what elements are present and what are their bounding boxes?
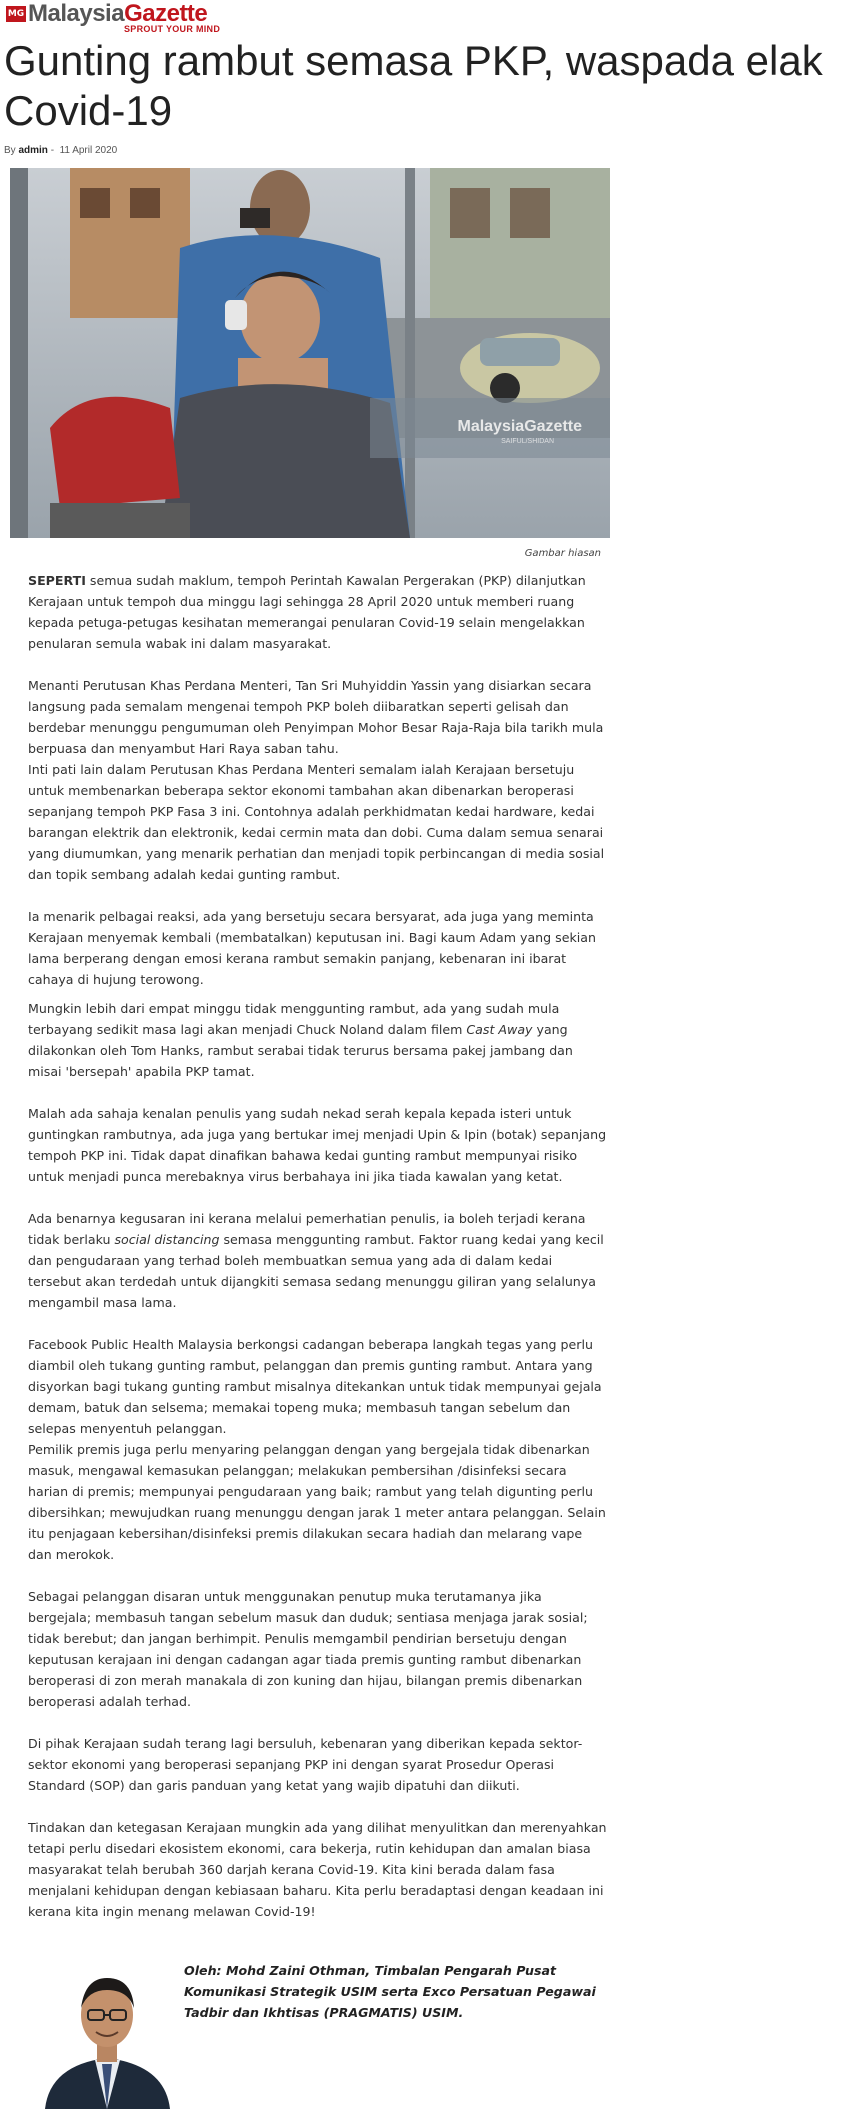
article-title: Gunting rambut semasa PKP, waspada elak Covid-19 (4, 37, 823, 134)
byline-prefix: By (4, 145, 16, 156)
logo-word-malaysia: Malaysia (28, 0, 125, 27)
author-portrait-illustration (40, 1960, 175, 2109)
logo-badge: MG (6, 6, 26, 22)
site-logo[interactable] (6, 2, 266, 36)
paragraph: Ada benarnya kegusaran ini kerana melalui pemerhatian penulis, ia boleh terjadi kerana tidak berlaku social distancing semasa menggunting rambut. Faktor ruang kedai yang kecil dan pengudaraan yang terhad boleh membuatkan semua yang ada di dalam kedai tersebut akan terdedah untuk dijangkiti semasa sedang menunggu giliran yang selalunya mengambil masa lama. (28, 1211, 604, 1310)
image-watermark-sub: SAIFUL/SHIDAN (501, 438, 554, 445)
paragraph: Facebook Public Health Malaysia berkongsi cadangan beberapa langkah tegas yang perlu diambil oleh tukang gunting rambut, pelanggan dan premis gunting rambut. Antara yang disyorkan bagi tukang gunting rambut misalnya ditekankan untuk tidak mempunyai gejala demam, batuk dan selsema; memakai topeng muka; membasuh tangan sebelum dan selepas menyentuh pelanggan. (28, 1337, 602, 1436)
paragraph: Menanti Perutusan Khas Perdana Menteri, Tan Sri Muhyiddin Yassin yang disiarkan secara langsung pada semalam mengenai tempoh PKP boleh diibaratkan seperti gelisah dan berdebar menunggu pengumuman oleh Penyimpan Mohor Besar Raja-Raja bila tarikh mula berpuasa dan menyambut Hari Raya saban tahu. (28, 678, 604, 756)
paragraph: Mungkin lebih dari empat minggu tidak menggunting rambut, ada yang sudah mula terbayang sedikit masa lagi akan menjadi Chuck Noland dalam filem Cast Away yang dilakonkan oleh Tom Hanks, rambut serabai tidak terurus bersama pakej jambang dan misai 'bersepah' apabila PKP tamat. (28, 1001, 573, 1079)
paragraph: Pemilik premis juga perlu menyaring pelanggan dengan yang bergejala tidak dibenarkan masuk, mengawal kemasukan pelanggan; melakukan pembersihan /disinfeksi secara harian di premis; mempunyai pengudaraan yang baik; rambut yang telah digunting perlu dibersihkan; mewujudkan ruang menunggu dengan jarak 1 meter antara pelanggan. Selain itu penjagaan kebersihan/disinfeksi premis dilakukan secara hadiah dan melarang vape dan merokok. (28, 1442, 606, 1562)
paragraph: Di pihak Kerajaan sudah terang lagi bersuluh, kebenaran yang diberikan kepada sektor-sektor ekonomi yang beroperasi sepanjang PKP ini dengan syarat Prosedur Operasi Standard (SOP) dan garis panduan yang ketat yang wajib dipatuhi dan diikuti. (28, 1736, 583, 1793)
author-portrait (40, 1960, 175, 2109)
paragraph: Tindakan dan ketegasan Kerajaan mungkin ada yang dilihat menyulitkan dan merenyahkan tetapi perlu disedari ekosistem ekonomi, cara bekerja, rutin kehidupan dan amalan biasa masyarakat telah berubah 360 darjah kerana Covid-19. Kita kini berada dalam fasa menjalani kehidupan dengan kebiasaan baharu. Kita perlu beradaptasi dengan keadaan ini kerana kita ingin menang melawan Covid-19! (28, 1820, 607, 1919)
byline (4, 145, 117, 156)
lead-word: SEPERTI (28, 573, 86, 588)
paragraph: Malah ada sahaja kenalan penulis yang sudah nekad serah kepala kepada isteri untuk guntingkan rambutnya, ada juga yang bertukar imej menjadi Upin & Ipin (botak) sepanjang tempoh PKP ini. Tidak dapat dinafikan bahawa kedai gunting rambut mempunyai risiko untuk menjadi punca merebaknya virus berbahaya ini jika tiada kawalan yang ketat. (28, 1106, 607, 1184)
byline-separator: - (50, 145, 55, 156)
barbershop-illustration (10, 168, 610, 538)
italic-phrase: social distancing (114, 1232, 220, 1247)
paragraph: SEPERTI semua sudah maklum, tempoh Perintah Kawalan Pergerakan (PKP) dilanjutkan Kerajaan untuk tempoh dua minggu lagi sehingga 28 April 2020 untuk memberi ruang kepada petuga-petugas kesihatan memerangai penularan Covid-19 selain mengelakkan penularan semula wabak ini dalam masyarakat. (28, 573, 586, 651)
author-link[interactable]: admin (18, 145, 48, 156)
paragraph: Inti pati lain dalam Perutusan Khas Perdana Menteri semalam ialah Kerajaan bersetuju untuk membenarkan beberapa sektor ekonomi tambahan akan dibenarkan beroperasi sepanjang tempoh PKP Fasa 3 ini. Contohnya adalah perkhidmatan kedai hardware, kedai barangan elektrik dan elektronik, kedai cermin mata dan dobi. Cuma dalam semua senarai yang diumumkan, yang menarik perhatian dan menjadi topik perbincangan di media sosial dan topik sembang adalah kedai gunting rambut. (28, 762, 605, 882)
featured-image (10, 168, 610, 538)
film-title: Cast Away (466, 1022, 533, 1037)
logo-tagline: SPROUT YOUR MIND (124, 24, 221, 34)
paragraph: Ia menarik pelbagai reaksi, ada yang bersetuju secara bersyarat, ada juga yang meminta Kerajaan menyemak kembali (membatalkan) keputusan ini. Bagi kaum Adam yang sekian lama berperang dengan emosi kerana rambut semakin panjang, kebenaran ini ibarat cahaya di hujung terowong. (28, 909, 596, 987)
paragraph: Sebagai pelanggan disaran untuk menggunakan penutup muka terutamanya jika bergejala; membasuh tangan sebelum masuk dan duduk; sentiasa menjaga jarak sosial; tidak berebut; dan jangan berhimpit. Penulis memgambil pendirian bersetuju dengan keputusan kerajaan ini dengan cadangan agar tiada premis gunting rambut dibenarkan beroperasi di zon merah manakala di zon kuning dan hijau, bilangan premis dibenarkan beroperasi adalah terhad. (28, 1589, 588, 1709)
author-bio: Oleh: Mohd Zaini Othman, Timbalan Pengarah Pusat Komunikasi Strategik USIM serta Exco Persatuan Pegawai Tadbir dan Ikhtisas (PRAGMATIS) USIM. (184, 1963, 596, 2020)
image-caption: Gambar hiasan (524, 548, 601, 559)
image-watermark: MalaysiaGazette (457, 418, 582, 435)
logo-word-gazette: Gazette (124, 0, 208, 27)
article-body (28, 570, 608, 1943)
publish-date: 11 April 2020 (59, 145, 118, 156)
